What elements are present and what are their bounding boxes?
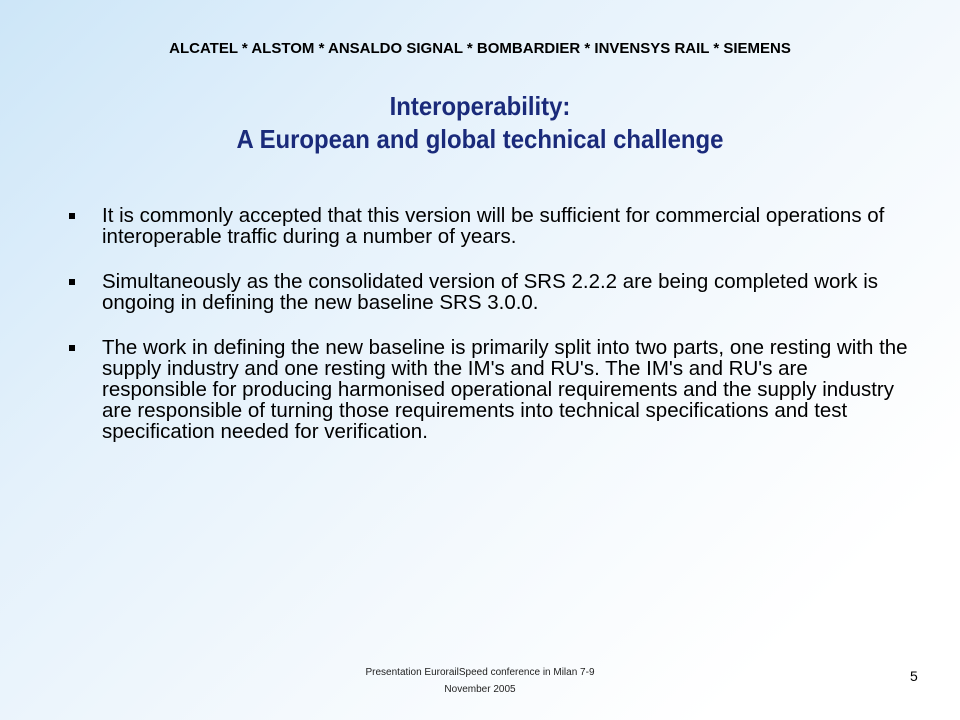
slide-title [38, 90, 921, 156]
footer-line-2: November 2005 [444, 684, 516, 695]
square-bullet-icon [69, 213, 75, 219]
square-bullet-icon [69, 345, 75, 351]
footer-line-1: Presentation EurorailSpeed conference in Milan 7-9 [365, 667, 595, 678]
title-line-1: Interoperability: [389, 91, 571, 121]
page-number: 5 [910, 668, 918, 684]
bullet-text: The work in defining the new baseline is primarily split into two parts, one resting with the supply industry and one resting with the IM's and RU's. The IM's and RU's are responsible for producing harmonised operational requirements and the supply industry are responsible of turning those requirements into technical specifications and test specification needed for verification. [102, 336, 908, 443]
bullet-item [60, 337, 910, 442]
bullet-item [60, 205, 910, 247]
square-bullet-icon [69, 279, 75, 285]
bullet-list [60, 205, 910, 466]
companies-header: ALCATEL * ALSTOM * ANSALDO SIGNAL * BOMBARDIER * INVENSYS RAIL * SIEMENS [169, 40, 791, 57]
bullet-text: Simultaneously as the consolidated version of SRS 2.2.2 are being completed work is ongoing in defining the new baseline SRS 3.0.0. [102, 270, 879, 314]
bullet-text: It is commonly accepted that this version will be sufficient for commercial operations of interoperable traffic during a number of years. [102, 204, 885, 248]
title-line-2: A European and global technical challenge [236, 124, 724, 154]
bullet-item [60, 271, 910, 313]
footer [300, 664, 660, 698]
